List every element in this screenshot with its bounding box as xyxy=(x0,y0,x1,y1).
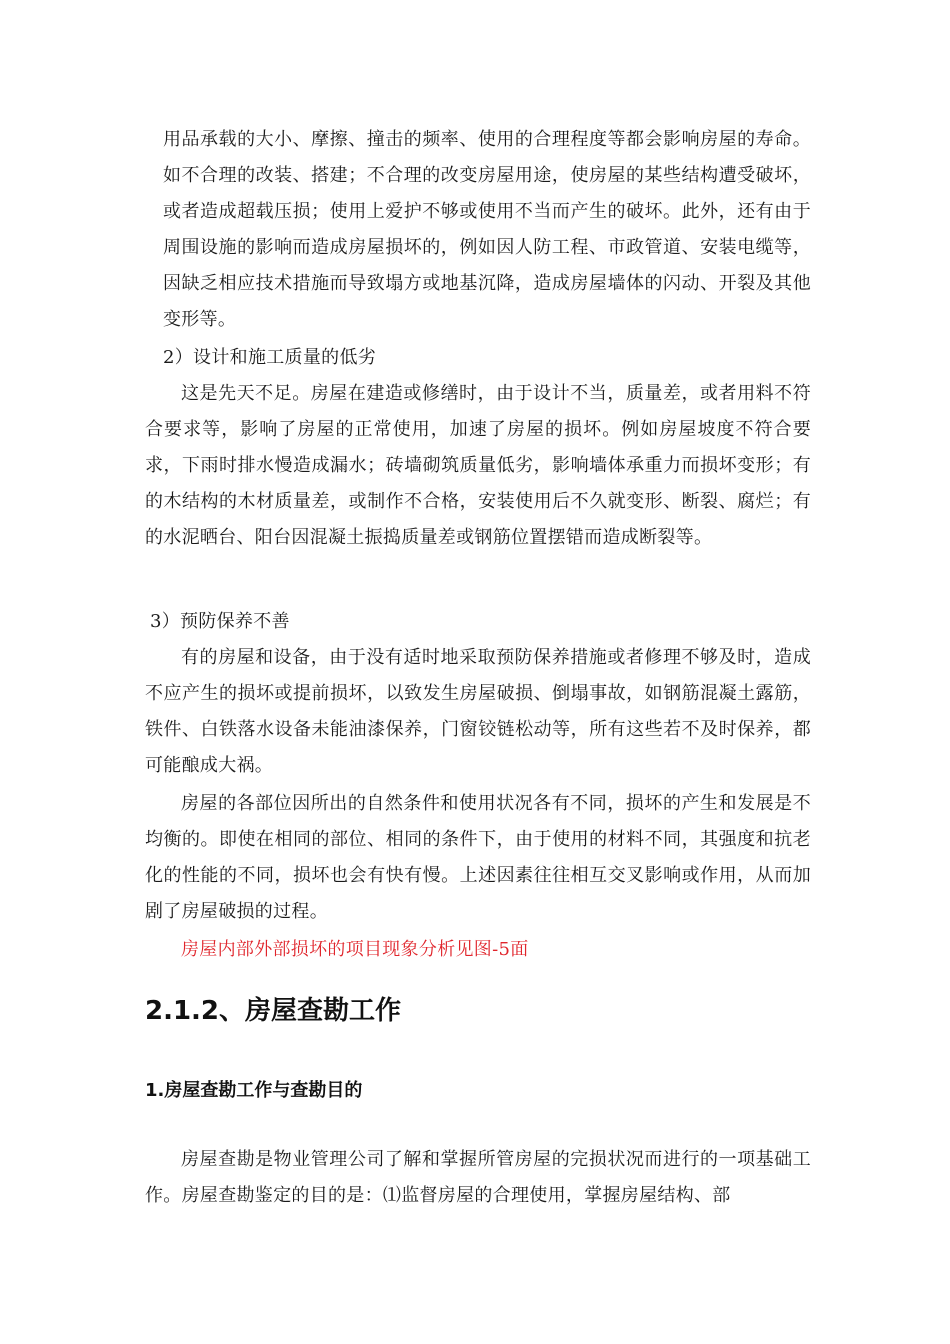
section-heading: 2.1.2、房屋查勘工作 xyxy=(145,996,402,1026)
figure-reference-note: 房屋内部外部损坏的项目现象分析见图-5面 xyxy=(181,939,529,960)
paragraph-design-quality: 这是先天不足。房屋在建造或修缮时，由于设计不当，质量差，或者用料不符合要求等，影响了房屋的正常使用，加速了房屋的损坏。例如房屋坡度不符合要求，下雨时排水慢造成漏水；砖墙砌筑质量低劣，影响墙体承重力而损坏变形；有的木结构的木材质量差，或制作不合格，安装使用后不久就变形、断裂、腐烂；有的水泥晒台、阳台因混凝土振捣质量差或钢筋位置摆错而造成断裂等。 xyxy=(145,383,811,548)
subsection-heading: 1.房屋查勘工作与查勘目的 xyxy=(145,1080,363,1101)
list-item-design-quality: 2）设计和施工质量的低劣 xyxy=(163,347,377,368)
paragraph-maintenance: 有的房屋和设备，由于没有适时地采取预防保养措施或者修理不够及时，造成不应产生的损坏或提前损坏，以致发生房屋破损、倒塌事故，如钢筋混凝土露筋，铁件、白铁落水设备未能油漆保养，门窗铰链松动等，所有这些若不及时保养，都可能酿成大祸。 xyxy=(145,647,811,776)
paragraph-usage-damage: 用品承载的大小、摩擦、撞击的频率、使用的合理程度等都会影响房屋的寿命。如不合理的改装、搭建；不合理的改变房屋用途，使房屋的某些结构遭受破坏，或者造成超载压损；使用上爱护不够或使用不当而产生的破坏。此外，还有由于周围设施的影响而造成房屋损坏的，例如因人防工程、市政管道、安装电缆等，因缺乏相应技术措施而导致塌方或地基沉降，造成房屋墙体的闪动、开裂及其他变形等。 xyxy=(163,129,811,330)
paragraph-uneven-damage: 房屋的各部位因所出的自然条件和使用状况各有不同，损坏的产生和发展是不均衡的。即使在相同的部位、相同的条件下，由于使用的材料不同，其强度和抗老化的性能的不同，损坏也会有快有慢。上述因素往往相互交叉影响或作用，从而加剧了房屋破损的过程。 xyxy=(145,793,811,922)
paragraph-inspection-purpose: 房屋查勘是物业管理公司了解和掌握所管房屋的完损状况而进行的一项基础工作。房屋查勘鉴定的目的是：⑴监督房屋的合理使用，掌握房屋结构、部 xyxy=(145,1149,811,1206)
list-item-maintenance: 3）预防保养不善 xyxy=(150,611,290,632)
